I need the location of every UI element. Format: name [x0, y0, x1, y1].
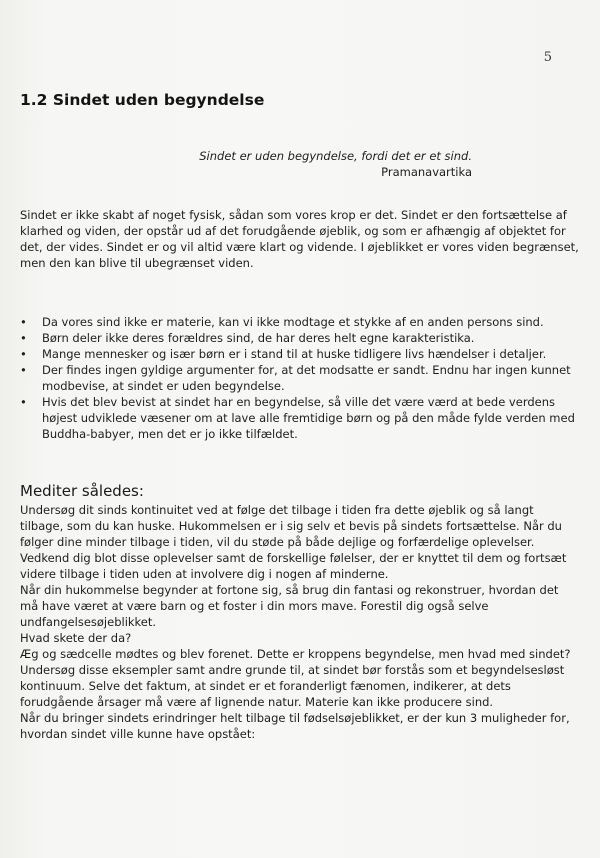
bullet-item: • Da vores sind ikke er materie, kan vi ikke modtage et stykke af en anden persons sind.	[20, 314, 580, 330]
meditate-paragraph: Undersøg dit sinds kontinuitet ved at følge det tilbage i tiden fra dette øjeblik og så langt tilbage, som du kan huske. Hukommelsen er i sig selv et bevis på sindets fortsættelse. Når du følger dine minder tilbage i tiden, vil du støde på både dejlige og forfærdelige oplevelser. Vedkend dig blot disse oplevelser samt de forskellige følelser, der er knyttet til dem og fortsæt videre tilbage i tiden uden at involvere dig i nogen af minderne.	[20, 503, 567, 581]
bullet-item: • Børn deler ikke deres forældres sind, de har deres helt egne karakteristika.	[20, 330, 580, 346]
meditate-paragraph: Hvad skete der da?	[20, 631, 132, 645]
meditate-paragraph: Æg og sædcelle mødtes og blev forenet. Dette er kroppens begyndelse, men hvad med sindet?	[20, 647, 571, 661]
bullet-item: • Der findes ingen gyldige argumenter for, at det modsatte er sandt. Endnu har ingen kunnet modbevise, at sindet er uden begyndelse.	[20, 362, 580, 394]
bullet-list	[20, 314, 580, 442]
meditate-title: Mediter således:	[20, 482, 144, 500]
meditate-paragraph: Når din hukommelse begynder at fortone sig, så brug din fantasi og rekonstruer, hvordan det må have været at være barn og et foster i din mors mave. Forestil dig også selve undfangelsesøjeblikket.	[20, 583, 559, 629]
meditate-body	[20, 502, 580, 742]
bullet-item: • Mange mennesker og især børn er i stand til at huske tidligere livs hændelser i detaljer.	[20, 346, 580, 362]
section-title: 1.2 Sindet uden begyndelse	[20, 91, 265, 109]
bullet-item: • Hvis det blev bevist at sindet har en begyndelse, så ville det være værd at bede verdens højest udviklede væsener om at lave alle fremtidige børn og på den måde fylde verden med Buddha-babyer, men det er jo ikke tilfældet.	[20, 394, 580, 442]
meditate-paragraph: Når du bringer sindets erindringer helt tilbage til fødselsøjeblikket, er der kun 3 muligheder for, hvordan sindet ville kunne have opstået:	[20, 711, 570, 741]
epigraph	[20, 148, 472, 180]
epigraph-source: Pramanavartika	[381, 165, 472, 179]
intro-paragraph: Sindet er ikke skabt af noget fysisk, sådan som vores krop er det. Sindet er den fortsættelse af klarhed og viden, der opstår ud af det forudgående øjeblik, og som er afhængig af objektet for det, der vides. Sindet er og vil altid være klart og vidende. I øjeblikket er vores viden begrænset, men den kan blive til ubegrænset viden.	[20, 208, 579, 270]
meditate-paragraph: Undersøg disse eksempler samt andre grunde til, at sindet bør forstås som et begyndelsesløst kontinuum. Selve det faktum, at sindet er et foranderligt fænomen, indikerer, at dets forudgående årsager må være af lignende natur. Materie kan ikke producere sind.	[20, 663, 565, 709]
epigraph-quote: Sindet er uden begyndelse, fordi det er et sind.	[199, 149, 472, 163]
page-number: 5	[543, 50, 552, 65]
